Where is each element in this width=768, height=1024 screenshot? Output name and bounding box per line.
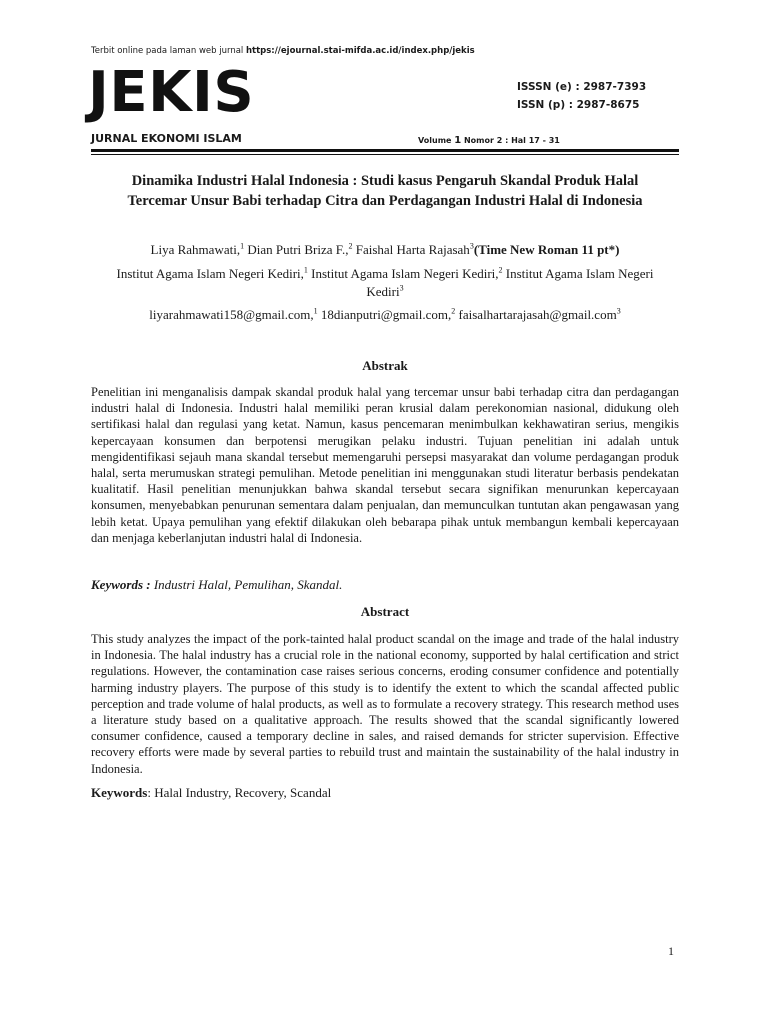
affiliation-1: Institut Agama Islam Negeri Kediri, xyxy=(116,266,304,281)
email-2[interactable]: 18dianputri@gmail.com, xyxy=(317,307,452,322)
journal-logo: JEKIS xyxy=(88,60,255,125)
author-font-note: (Time New Roman 11 pt*) xyxy=(473,242,620,257)
title-line-2: Tercemar Unsur Babi terhadap Citra dan Perdagangan Industri Halal di Indonesia xyxy=(127,193,643,209)
abstract-keywords-label: Keywords xyxy=(91,785,148,800)
volume-info xyxy=(418,135,560,146)
abstract-heading: Abstract xyxy=(360,604,410,619)
abstrak-keywords xyxy=(91,577,679,593)
author-3-sup: 3 xyxy=(469,241,474,251)
title-line-1: Dinamika Industri Halal Indonesia : Studi kasus Pengaruh Skandal Produk Halal xyxy=(131,173,639,189)
online-prefix: Terbit online pada laman web jurnal xyxy=(91,46,246,56)
volume-suffix: Nomor 2 : Hal 17 - 31 xyxy=(461,136,560,145)
journal-url-link[interactable]: https://ejournal.stai-mifda.ac.id/index.php/jekis xyxy=(245,46,475,56)
abstrak-keywords-label: Keywords : xyxy=(91,577,151,592)
issn-electronic: ISSSN (e) : 2987-7393 xyxy=(517,81,647,93)
author-2-sup: 2 xyxy=(348,241,353,251)
affiliation-1-sup: 1 xyxy=(303,265,308,275)
abstrak-body: Penelitian ini menganalisis dampak skandal produk halal yang tercemar unsur babi terhadap citra dan perdagangan industri halal di Indonesia. Industri halal memiliki peran krusial dalam perekonomian nasional, didukung oleh sertifikasi halal dan regulasi yang ketat. Namun, kasus pencemaran menimbulkan kekhawatiran serius, mengikis kepercayaan konsumen dan berpotensi merugikan pelaku industri. Tujuan penelitian ini adalah untuk mengidentifikasi sejauh mana skandal tersebut memengaruhi persepsi masyarakat dan volume perdagangan produk halal, serta merumuskan strategi pemulihan. Metode penelitian ini menggunakan studi literatur berbasis pendekatan kualitatif. Hasil penelitian menunjukkan bahwa skandal tersebut secara signifikan menurunkan kepercayaan konsumen, menyebabkan penurunan sementara dalam penjualan, dan memunculkan tuntutan akan pengawasan yang lebih ketat. Upaya pemulihan yang efektif dilakukan oleh bebarapa pihak untuk membangun kembali kepercayaan dan menjaga keberlanjutan industri halal di Indonesia. xyxy=(91,385,679,545)
author-1: Liya Rahmawati, xyxy=(150,242,241,257)
abstract-keywords xyxy=(91,785,679,801)
author-emails xyxy=(91,306,679,324)
affiliation-2-sup: 2 xyxy=(498,265,503,275)
volume-number: 1 xyxy=(454,135,462,146)
online-publication-note xyxy=(91,46,475,56)
abstrak-heading: Abstrak xyxy=(362,358,408,373)
abstract-keywords-list: : Halal Industry, Recovery, Scandal xyxy=(147,785,332,800)
header-rule-thin xyxy=(91,154,679,155)
page-number: 1 xyxy=(668,944,674,958)
affiliation-2: Institut Agama Islam Negeri Kediri, xyxy=(307,266,499,281)
email-3-sup: 3 xyxy=(616,306,621,316)
affiliation-3-city: Kediri xyxy=(366,284,400,299)
email-3[interactable]: faisalhartarajasah@gmail.com xyxy=(455,307,617,322)
author-3: Faishal Harta Rajasah xyxy=(352,242,470,257)
abstrak-keywords-list: Industri Halal, Pemulihan, Skandal. xyxy=(150,577,343,592)
author-2: Dian Putri Briza F., xyxy=(244,242,349,257)
header-rule-thick xyxy=(91,149,679,152)
abstract-body: This study analyzes the impact of the pork-tainted halal product scandal on the image and trade of the halal industry in Indonesia. The halal industry has a crucial role in the national economy, supported by halal certification and strict regulations. However, the contamination case raises serious concerns, eroding consumer confidence and potentially harming industry players. The purpose of this study is to identify the extent to which the scandal affected public perception and trade volume of halal products, as well as to formulate a recovery strategy. This research method uses a literature study based on a qualitative approach. The results showed that the scandal significantly lowered consumer confidence, caused a temporary decline in sales, and raised demands for stricter supervision. Effective recovery efforts were made by several parties to rebuild trust and maintain the sustainability of the halal industry in Indonesia. xyxy=(91,632,679,776)
affiliations xyxy=(91,265,679,301)
author-list xyxy=(91,241,679,259)
email-1-sup: 1 xyxy=(313,306,318,316)
affiliation-3-sup: 3 xyxy=(399,283,404,293)
journal-name: JURNAL EKONOMI ISLAM xyxy=(91,132,242,145)
issn-print: ISSN (p) : 2987-8675 xyxy=(517,99,640,111)
email-2-sup: 2 xyxy=(451,306,456,316)
author-1-sup: 1 xyxy=(240,241,245,251)
affiliation-3: Institut Agama Islam Negeri xyxy=(502,266,654,281)
volume-prefix: Volume xyxy=(418,136,455,145)
issn-block xyxy=(517,78,646,114)
article-title xyxy=(91,171,679,211)
email-1[interactable]: liyarahmawati158@gmail.com, xyxy=(149,307,314,322)
